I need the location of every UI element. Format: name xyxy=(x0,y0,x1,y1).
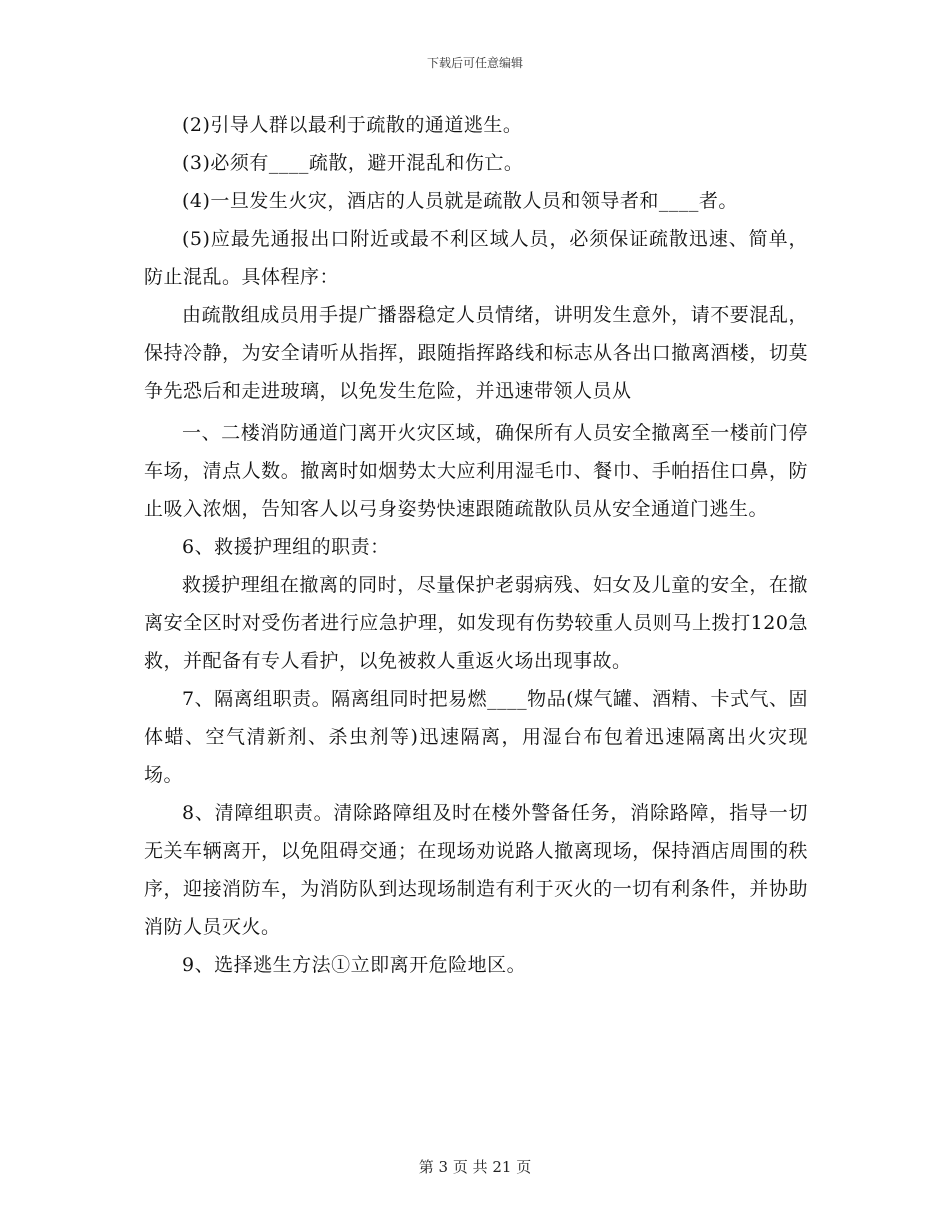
document-body xyxy=(144,106,808,984)
paragraph-evacuation-procedure: 由疏散组成员用手提广播器稳定人员情绪，讲明发生意外，请不要混乱，保持冷静，为安全请听从指挥，跟随指挥路线和标志从各出口撤离酒楼，切莫争先恐后和走进玻璃，以免发生危险，并迅速带领人员从 xyxy=(144,304,808,402)
paragraph-fire-exit: 一、二楼消防通道门离开火灾区域，确保所有人员安全撤离至一楼前门停车场，清点人数。撤离时如烟势太大应利用湿毛巾、餐巾、手帕捂住口鼻，防止吸入浓烟，告知客人以弓身姿势快速跟随疏散队员从安全通道门逃生。 xyxy=(144,422,808,520)
paragraph-item-2: (2)引导人群以最利于疏散的通道逃生。 xyxy=(182,114,523,136)
paragraph-isolation-team: 7、隔离组职责。隔离组同时把易燃____物品(煤气罐、酒精、卡式气、固体蜡、空气清新剂、杀虫剂等)迅速隔离，用湿台布包着迅速隔离出火灾现场。 xyxy=(144,688,809,786)
page-number: 第 3 页 共 21 页 xyxy=(418,1158,532,1176)
paragraph-escape-method: 9、选择逃生方法①立即离开危险地区。 xyxy=(182,954,527,976)
paragraph-rescue-team: 救援护理组在撤离的同时，尽量保护老弱病残、妇女及儿童的安全，在撤离安全区时对受伤者进行应急护理，如发现有伤势较重人员则马上拨打120急救，并配备有专人看护，以免被救人重返火场出现事故。 xyxy=(144,574,808,672)
page-header-note: 下载后可任意编辑 xyxy=(426,56,523,70)
paragraph-item-3: (3)必须有____疏散，避开混乱和伤亡。 xyxy=(182,152,524,174)
paragraph-item-4: (4)一旦发生火灾，酒店的人员就是疏散人员和领导者和____者。 xyxy=(182,190,738,212)
heading-rescue-team: 6、救援护理组的职责： xyxy=(182,536,390,558)
paragraph-clearance-team: 8、清障组职责。清除路障组及时在楼外警备任务，消除路障，指导一切无关车辆离开，以免阻碍交通；在现场劝说路人撤离现场，保持酒店周围的秩序，迎接消防车，为消防队到达现场制造有利于灭火的一切有利条件，并协助消防人员灭火。 xyxy=(144,802,808,938)
paragraph-item-5: (5)应最先通报出口附近或最不利区域人员，必须保证疏散迅速、简单，防止混乱。具体程序： xyxy=(144,228,808,288)
